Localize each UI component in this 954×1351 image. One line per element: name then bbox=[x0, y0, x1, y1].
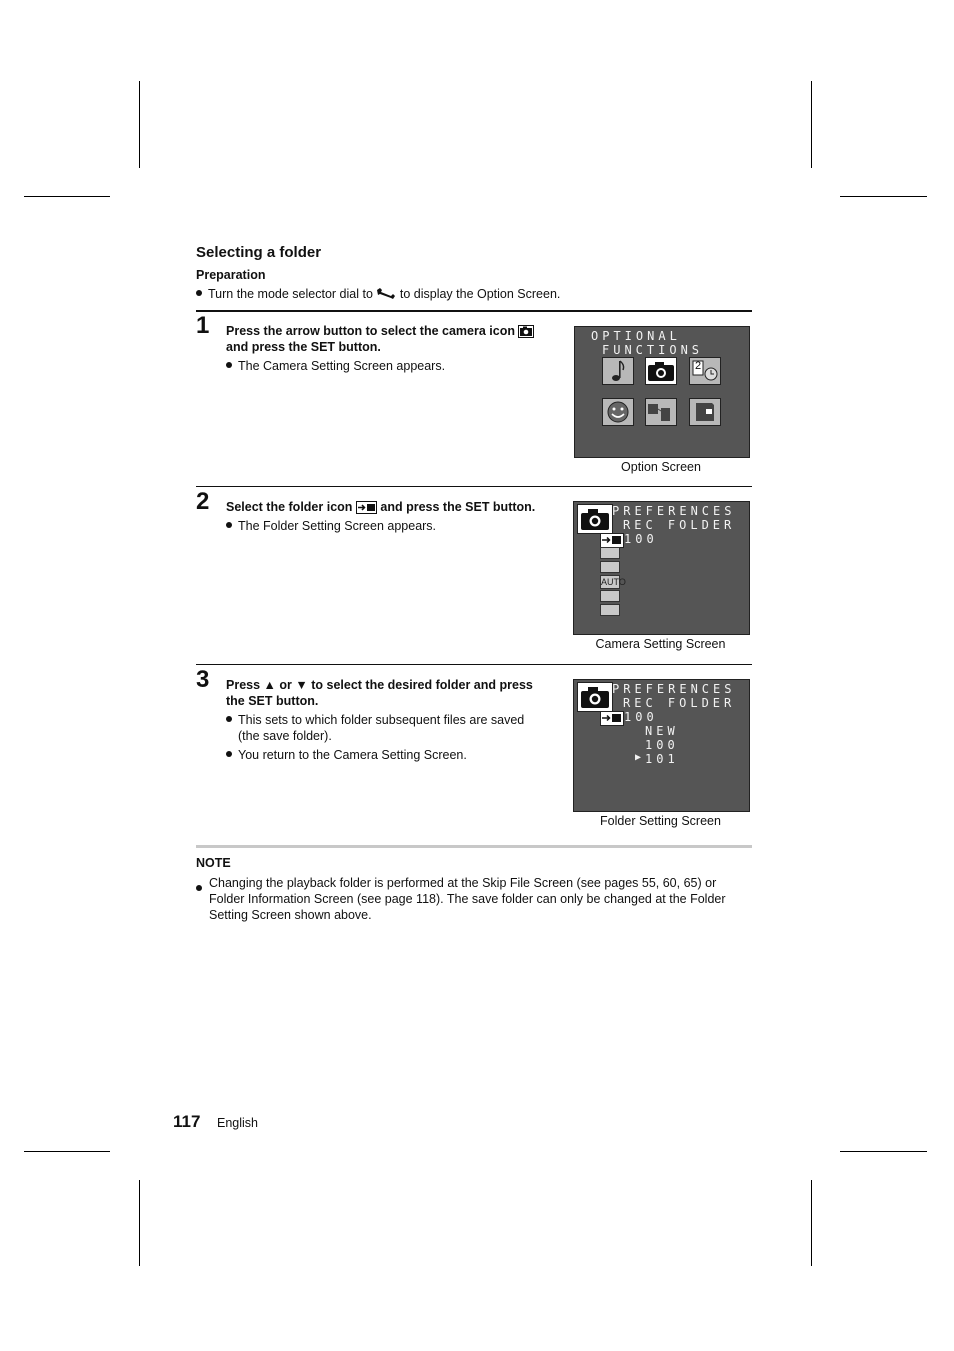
wrench-icon bbox=[376, 287, 396, 301]
step-3-bullet bbox=[226, 712, 524, 744]
step-3-heading-part2: to select the desired folder and press bbox=[311, 678, 533, 692]
camera-icon bbox=[577, 682, 613, 712]
step-3-bullet-text: You return to the Camera Setting Screen. bbox=[238, 748, 467, 762]
step-3-bullet-text: This sets to which folder subsequent files are saved bbox=[238, 713, 525, 727]
folder-option-101[interactable]: 101 bbox=[645, 752, 679, 766]
step-3-bullet-continuation: (the save folder). bbox=[238, 729, 332, 743]
note-line: Changing the playback folder is performed at the Skip File Screen (see pages 55, 60, 65) or bbox=[209, 876, 717, 890]
camera-icon[interactable] bbox=[645, 357, 677, 385]
screen-title-line2: FUNCTIONS bbox=[602, 343, 704, 357]
crop-mark bbox=[840, 1151, 927, 1152]
smiley-icon bbox=[602, 398, 634, 426]
screen-caption: Option Screen bbox=[621, 460, 701, 474]
step-2-heading-part1: Select the folder icon bbox=[226, 500, 353, 514]
step-3-heading-or: or bbox=[279, 678, 292, 692]
divider bbox=[196, 310, 752, 312]
folder-option-new[interactable]: NEW bbox=[645, 724, 679, 738]
quality-icon bbox=[600, 547, 620, 559]
step-3-bullet bbox=[226, 747, 467, 763]
up-arrow-icon: ▲ bbox=[263, 678, 276, 692]
copy-files-icon bbox=[645, 398, 677, 426]
note-line: Setting Screen shown above. bbox=[209, 908, 372, 922]
section-title: Selecting a folder bbox=[196, 244, 322, 261]
step-1-heading-part1: Press the arrow button to select the camera icon bbox=[226, 324, 515, 338]
bullet bbox=[226, 522, 232, 528]
option-screen bbox=[574, 326, 750, 458]
crop-mark bbox=[24, 196, 110, 197]
screen-title-line2: REC FOLDER bbox=[623, 518, 736, 532]
folder-option-100[interactable]: 100 bbox=[645, 738, 679, 752]
cursor-icon: ▶ bbox=[635, 752, 642, 763]
crop-mark bbox=[811, 1180, 812, 1266]
note-divider bbox=[196, 845, 752, 848]
step-number: 2 bbox=[196, 488, 210, 515]
folder-arrow-icon bbox=[600, 533, 624, 548]
screen-title-line1: PREFERENCES bbox=[612, 504, 736, 518]
bullet bbox=[226, 716, 232, 722]
clock-digit: 2 bbox=[695, 360, 702, 372]
step-1-heading bbox=[226, 323, 534, 355]
folder-value: 100 bbox=[624, 532, 658, 546]
folder-arrow-icon bbox=[600, 711, 624, 726]
note-heading: NOTE bbox=[196, 856, 231, 870]
step-2-heading bbox=[226, 499, 535, 515]
step-1-heading-part2: and press the SET button. bbox=[226, 340, 381, 354]
screen-caption: Folder Setting Screen bbox=[600, 814, 721, 828]
crop-mark bbox=[139, 81, 140, 168]
card-icon bbox=[689, 398, 721, 426]
lock-icon bbox=[600, 604, 620, 616]
folder-value: 100 bbox=[624, 710, 658, 724]
crop-mark bbox=[811, 81, 812, 168]
preparation-text-after: to display the Option Screen. bbox=[399, 287, 561, 301]
camera-setting-screen bbox=[573, 501, 750, 635]
step-2-bullet-text: The Folder Setting Screen appears. bbox=[238, 519, 437, 533]
screen-title-line2: REC FOLDER bbox=[623, 696, 736, 710]
step-3-heading-part1: Press bbox=[226, 678, 261, 692]
step-number: 3 bbox=[196, 666, 210, 693]
music-note-icon bbox=[602, 357, 634, 385]
screen-title-line1: PREFERENCES bbox=[612, 682, 736, 696]
step-2-bullet bbox=[226, 518, 436, 534]
grid-icon bbox=[600, 561, 620, 573]
step-number: 1 bbox=[196, 312, 210, 339]
preparation-text-before: Turn the mode selector dial to bbox=[208, 287, 373, 301]
folder-arrow-icon bbox=[356, 501, 377, 514]
auto-label: AUTO bbox=[601, 577, 626, 587]
preparation-heading: Preparation bbox=[196, 268, 266, 282]
divider bbox=[196, 486, 752, 487]
crop-mark bbox=[24, 1151, 110, 1152]
crop-mark bbox=[139, 1180, 140, 1266]
date-clock-icon bbox=[689, 357, 721, 385]
preparation-text bbox=[196, 287, 560, 301]
step-1-bullet bbox=[226, 358, 445, 374]
screen-caption: Camera Setting Screen bbox=[595, 637, 726, 651]
note-text bbox=[209, 875, 754, 923]
page-number: 117 bbox=[173, 1112, 201, 1131]
step-3-heading bbox=[226, 677, 533, 709]
bullet bbox=[196, 885, 202, 891]
step-2-heading-part2: and press the SET button. bbox=[380, 500, 536, 514]
bullet bbox=[196, 290, 202, 296]
down-arrow-icon: ▼ bbox=[295, 678, 308, 692]
divider bbox=[196, 664, 752, 665]
language-label: English bbox=[217, 1116, 258, 1130]
step-1-bullet-text: The Camera Setting Screen appears. bbox=[238, 359, 446, 373]
note-bullet bbox=[196, 880, 208, 898]
tree-icon bbox=[600, 590, 620, 602]
bullet bbox=[226, 751, 232, 757]
camera-icon bbox=[577, 504, 613, 534]
camera-icon bbox=[518, 325, 534, 338]
bullet bbox=[226, 362, 232, 368]
crop-mark bbox=[840, 196, 927, 197]
step-3-heading-part3: the SET button. bbox=[226, 694, 319, 708]
folder-setting-screen bbox=[573, 679, 750, 812]
note-line: Folder Information Screen (see page 118). The save folder can only be changed at the Folder bbox=[209, 892, 726, 906]
screen-title-line1: OPTIONAL bbox=[591, 329, 681, 343]
